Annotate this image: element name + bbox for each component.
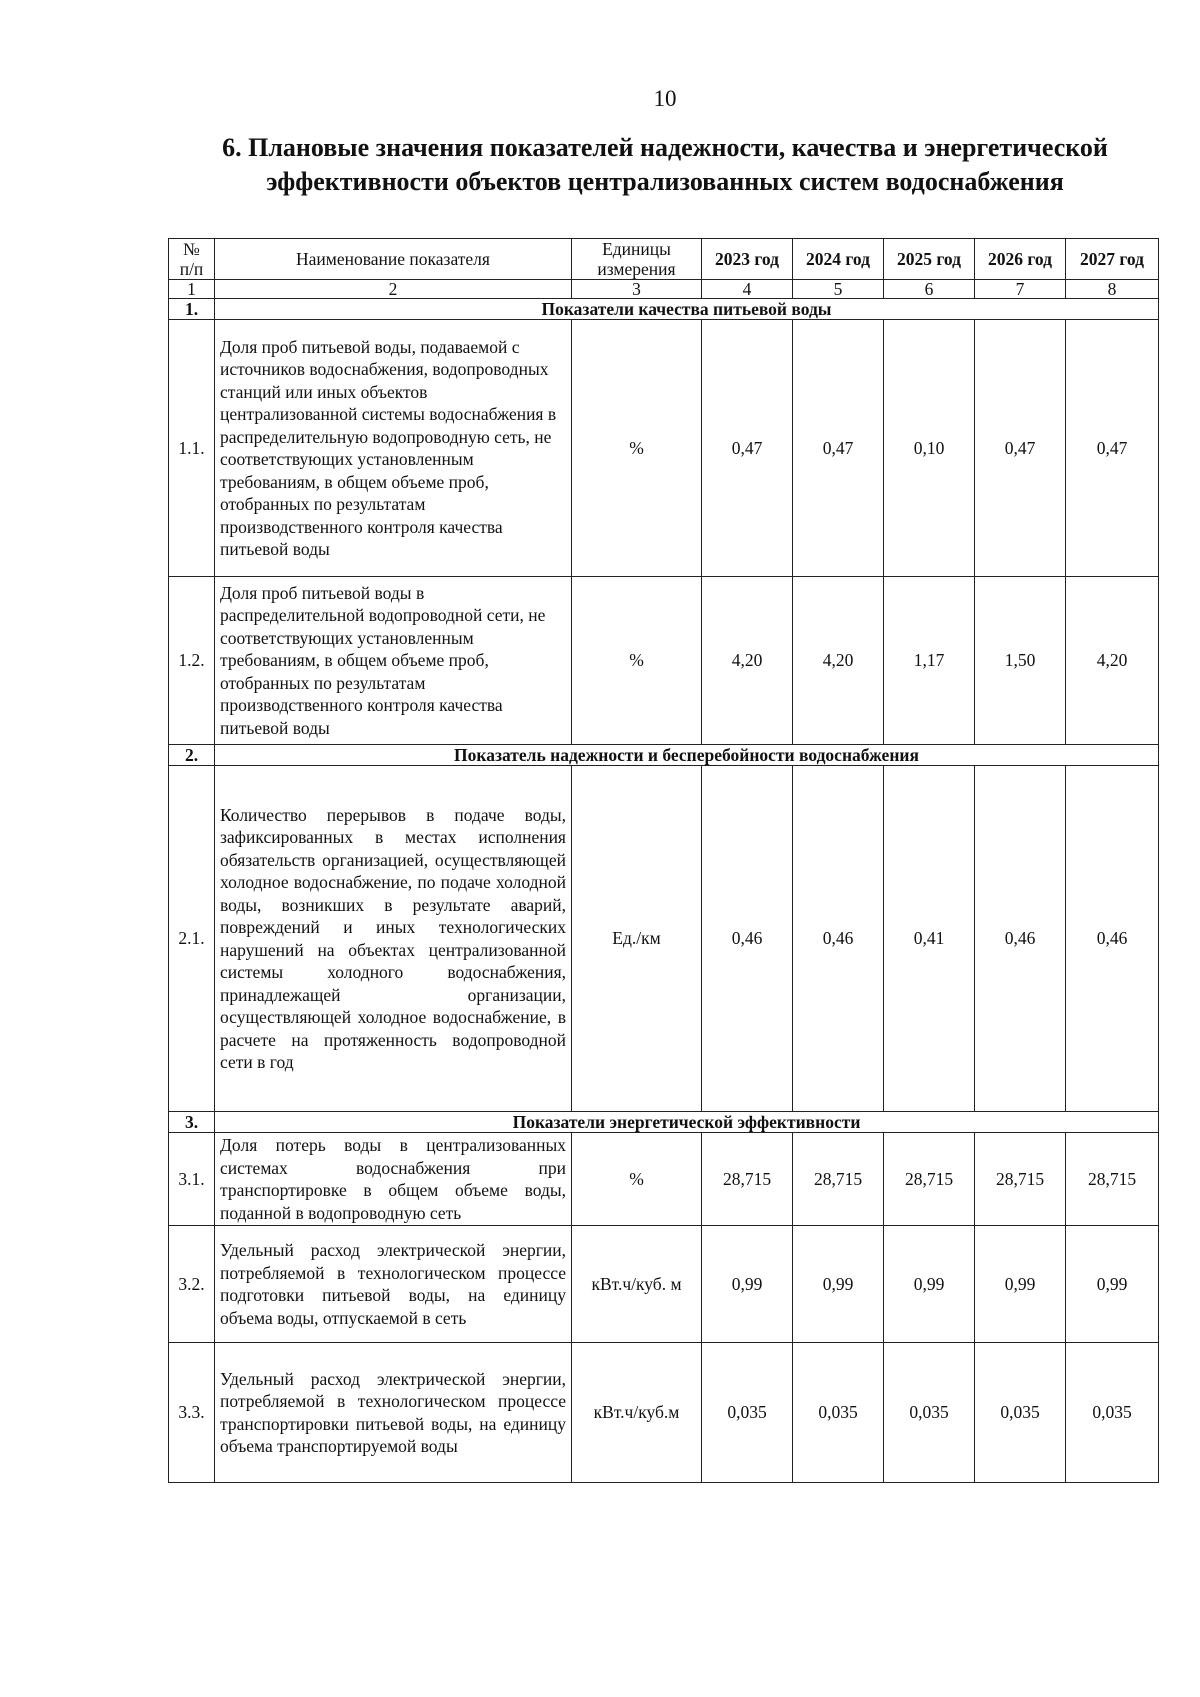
header-name: Наименование показателя <box>215 239 572 280</box>
section-title: Показатель надежности и бесперебойности водоснабжения <box>215 745 1159 766</box>
value-2023: 0,035 <box>702 1343 793 1483</box>
value-2025: 0,035 <box>884 1343 975 1483</box>
section-title: Показатели энергетической эффективности <box>215 1112 1159 1133</box>
column-number: 3 <box>572 280 702 299</box>
value-2027: 0,99 <box>1066 1226 1159 1343</box>
value-2027: 28,715 <box>1066 1133 1159 1226</box>
indicator-name: Доля потерь воды в централизованных системах водоснабжения при транспортировке в общем объеме воды, поданной в водопроводную сеть <box>215 1133 572 1226</box>
value-2024: 0,035 <box>793 1343 884 1483</box>
page-title: 6. Плановые значения показателей надежности, качества и энергетической эффективности объектов централизованных систем водоснабжения <box>222 133 1108 196</box>
value-2024: 0,47 <box>793 320 884 577</box>
value-2023: 4,20 <box>702 577 793 745</box>
column-number: 2 <box>215 280 572 299</box>
table-row <box>169 577 1159 745</box>
value-2025: 28,715 <box>884 1133 975 1226</box>
section-header-3 <box>169 1112 1159 1133</box>
table-row <box>169 1226 1159 1343</box>
section-num: 1. <box>169 299 215 320</box>
indicator-unit: % <box>572 320 702 577</box>
indicator-unit: кВт.ч/куб.м <box>572 1343 702 1483</box>
row-num: 3.2. <box>169 1226 215 1343</box>
column-number: 5 <box>793 280 884 299</box>
indicators-table <box>168 238 1159 1483</box>
indicator-name: Доля проб питьевой воды в распределительной водопроводной сети, не соответствующих установленным требованиям, в общем объеме проб, отобранных по результатам производственного контроля качества питьевой воды <box>215 577 572 745</box>
value-2023: 0,99 <box>702 1226 793 1343</box>
column-number: 1 <box>169 280 215 299</box>
value-2024: 0,99 <box>793 1226 884 1343</box>
value-2025: 0,10 <box>884 320 975 577</box>
table-row <box>169 1343 1159 1483</box>
column-number: 7 <box>975 280 1066 299</box>
indicator-unit: Ед./км <box>572 766 702 1112</box>
section-header-1 <box>169 299 1159 320</box>
value-2023: 0,47 <box>702 320 793 577</box>
header-year-2023: 2023 год <box>702 239 793 280</box>
table-row <box>169 320 1159 577</box>
table-row <box>169 766 1159 1112</box>
header-row <box>169 239 1159 280</box>
row-num: 1.2. <box>169 577 215 745</box>
header-year-2027: 2027 год <box>1066 239 1159 280</box>
table-row <box>169 1133 1159 1226</box>
indicator-name: Количество перерывов в подаче воды, зафиксированных в местах исполнения обязательств организацией, осуществляющей холодное водоснабжение, по подаче холодной воды, возникших в результате аварий, повреждений и иных технологических нарушений на объектах централизованной системы холодного водоснабжения, принадлежащей организации, осуществляющей холодное водоснабжение, в расчете на протяженность водопроводной сети в год <box>215 766 572 1112</box>
section-num: 2. <box>169 745 215 766</box>
value-2027: 0,47 <box>1066 320 1159 577</box>
value-2025: 0,41 <box>884 766 975 1112</box>
value-2023: 0,46 <box>702 766 793 1112</box>
header-num: № п/п <box>169 239 215 280</box>
section-title: Показатели качества питьевой воды <box>215 299 1159 320</box>
section-header-2 <box>169 745 1159 766</box>
value-2024: 28,715 <box>793 1133 884 1226</box>
indicator-name: Удельный расход электрической энергии, потребляемой в технологическом процессе подготовки питьевой воды, на единицу объема воды, отпускаемой в сеть <box>215 1226 572 1343</box>
value-2024: 0,46 <box>793 766 884 1112</box>
header-year-2024: 2024 год <box>793 239 884 280</box>
value-2027: 0,035 <box>1066 1343 1159 1483</box>
row-num: 3.3. <box>169 1343 215 1483</box>
header-unit: Единицы измерения <box>572 239 702 280</box>
value-2023: 28,715 <box>702 1133 793 1226</box>
page-number: 10 <box>653 86 677 111</box>
value-2026: 0,47 <box>975 320 1066 577</box>
value-2026: 1,50 <box>975 577 1066 745</box>
section-num: 3. <box>169 1112 215 1133</box>
column-number: 8 <box>1066 280 1159 299</box>
indicator-name: Доля проб питьевой воды, подаваемой с источников водоснабжения, водопроводных станций или иных объектов централизованной системы водоснабжения в распределительную водопроводную сеть, не соответствующих установленным требованиям, в общем объеме проб, отобранных по результатам производственного контроля качества питьевой воды <box>215 320 572 577</box>
value-2026: 28,715 <box>975 1133 1066 1226</box>
value-2025: 0,99 <box>884 1226 975 1343</box>
column-number: 6 <box>884 280 975 299</box>
indicator-unit: % <box>572 1133 702 1226</box>
row-num: 3.1. <box>169 1133 215 1226</box>
value-2026: 0,035 <box>975 1343 1066 1483</box>
value-2026: 0,46 <box>975 766 1066 1112</box>
indicator-unit: кВт.ч/куб. м <box>572 1226 702 1343</box>
row-num: 1.1. <box>169 320 215 577</box>
header-year-2025: 2025 год <box>884 239 975 280</box>
column-number: 4 <box>702 280 793 299</box>
indicator-name: Удельный расход электрической энергии, потребляемой в технологическом процессе транспортировки питьевой воды, на единицу объема транспортируемой воды <box>215 1343 572 1483</box>
value-2027: 0,46 <box>1066 766 1159 1112</box>
value-2024: 4,20 <box>793 577 884 745</box>
header-year-2026: 2026 год <box>975 239 1066 280</box>
indicator-unit: % <box>572 577 702 745</box>
value-2025: 1,17 <box>884 577 975 745</box>
value-2026: 0,99 <box>975 1226 1066 1343</box>
value-2027: 4,20 <box>1066 577 1159 745</box>
column-numbers-row <box>169 280 1159 299</box>
row-num: 2.1. <box>169 766 215 1112</box>
